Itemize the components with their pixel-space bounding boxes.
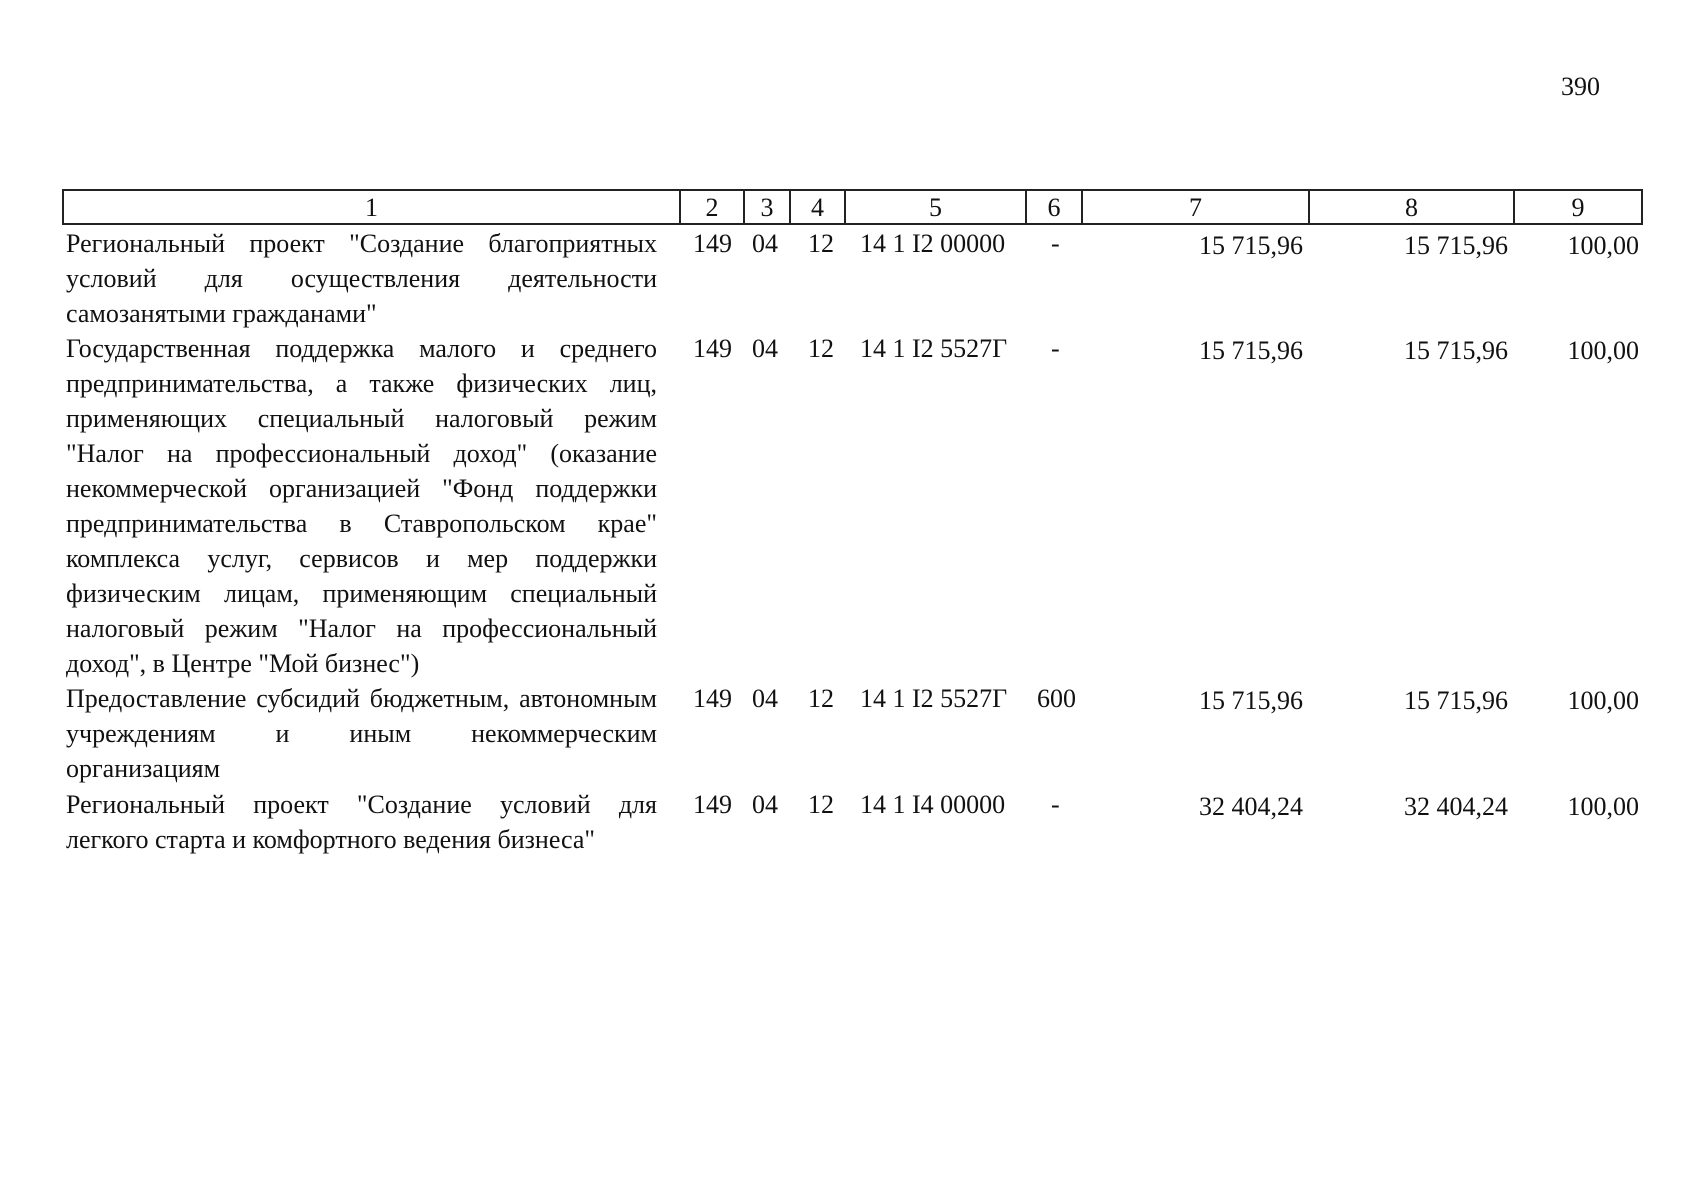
- row-col-8: 15 715,96: [1404, 336, 1508, 365]
- header-col-6: 6: [1027, 191, 1083, 223]
- row-col-5: 14 1 I4 00000: [860, 790, 1006, 819]
- table-header-row: [62, 189, 1643, 225]
- row-col-2: 149: [693, 229, 732, 258]
- row-col-8: 32 404,24: [1404, 792, 1508, 821]
- row-col-7: 15 715,96: [1199, 686, 1303, 715]
- row-col-2: 149: [693, 790, 732, 819]
- row-col-8: 15 715,96: [1404, 231, 1508, 260]
- row-col-4: 12: [808, 334, 834, 363]
- row-col-3: 04: [752, 684, 778, 713]
- header-col-1: 1: [64, 191, 681, 223]
- row-col-4: 12: [808, 790, 834, 819]
- row-description: Региональный проект "Создание условий для легкого старта и комфортного ведения бизнеса": [66, 790, 657, 854]
- row-description: Предоставление субсидий бюджетным, автономным учреждениям и иным некоммерческим организациям: [66, 684, 657, 783]
- row-col-6: -: [1051, 790, 1060, 819]
- row-col-3: 04: [752, 229, 778, 258]
- row-col-4: 12: [808, 684, 834, 713]
- row-col-6: 600: [1037, 684, 1076, 713]
- header-col-9: 9: [1571, 193, 1585, 222]
- page-number: 390: [1561, 72, 1600, 101]
- row-col-6: -: [1051, 229, 1060, 258]
- row-col-2: 149: [693, 684, 732, 713]
- row-col-5: 14 1 I2 5527Г: [860, 684, 1008, 713]
- header-col-2: 2: [681, 191, 745, 223]
- row-col-2: 149: [693, 334, 732, 363]
- row-col-5: 14 1 I2 5527Г: [860, 334, 1008, 363]
- header-col-3: 3: [745, 191, 791, 223]
- row-col-9: 100,00: [1567, 686, 1639, 715]
- row-col-7: 15 715,96: [1199, 231, 1303, 260]
- row-col-6: -: [1051, 334, 1060, 363]
- row-description: Региональный проект "Создание благоприятных условий для осуществления деятельности самозанятыми гражданами": [66, 229, 657, 328]
- row-col-8: 15 715,96: [1404, 686, 1508, 715]
- row-col-9: 100,00: [1567, 231, 1639, 260]
- header-col-7: 7: [1083, 191, 1310, 223]
- row-description: Государственная поддержка малого и среднего предпринимательства, а также физических лиц, применяющих специальный налоговый режим "Налог на профессиональный доход" (оказание некоммерческой организацией "Фонд поддержки предпринимательства в Ставропольском крае" комплекса услуг, сервисов и мер поддержки физическим лицам, применяющим специальный налоговый режим "Налог на профессиональный доход", в Центре "Мой бизнес"): [66, 334, 657, 678]
- row-col-4: 12: [808, 229, 834, 258]
- row-col-7: 15 715,96: [1199, 336, 1303, 365]
- header-col-4: 4: [791, 191, 846, 223]
- row-col-7: 32 404,24: [1199, 792, 1303, 821]
- row-col-5: 14 1 I2 00000: [860, 229, 1006, 258]
- row-col-9: 100,00: [1567, 336, 1639, 365]
- row-col-3: 04: [752, 334, 778, 363]
- row-col-9: 100,00: [1567, 792, 1639, 821]
- row-col-3: 04: [752, 790, 778, 819]
- header-col-5: 5: [846, 191, 1027, 223]
- header-col-8: 8: [1310, 191, 1515, 223]
